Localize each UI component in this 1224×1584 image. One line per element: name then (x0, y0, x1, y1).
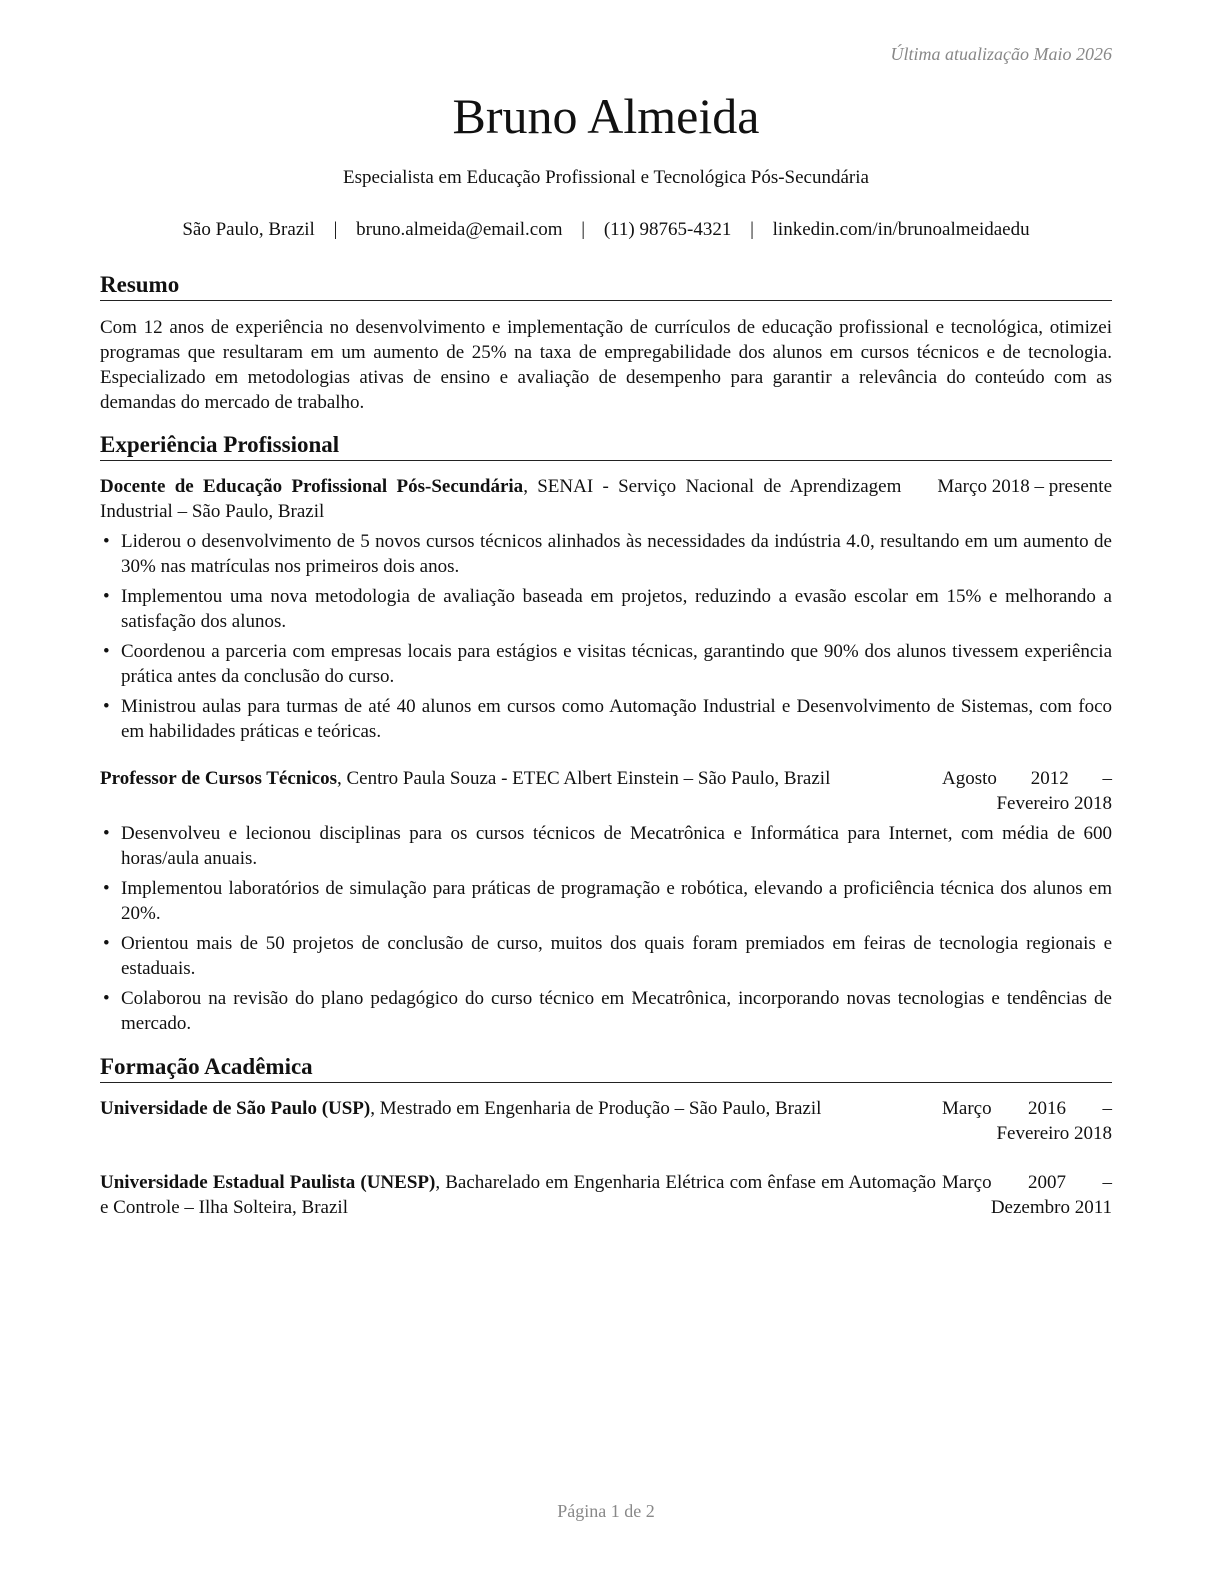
contact-linkedin[interactable]: linkedin.com/in/brunoalmeidaedu (772, 219, 1030, 240)
job-bullets (100, 821, 1112, 1036)
bullet-icon: • (103, 641, 110, 662)
job-role: Docente de Educação Profissional Pós-Secundária (100, 476, 524, 497)
job-title-line (100, 474, 901, 524)
bullet-text: Liderou o desenvolvimento de 5 novos cursos técnicos alinhados às necessidades da indústria 4.0, resultando em um aumento de 30% nas matrículas nos primeiros dois anos. (121, 531, 1112, 577)
education-dates: Março 2007 – Dezembro 2011 (942, 1172, 1112, 1218)
job-entry (100, 766, 1112, 1041)
education-header (100, 1170, 1112, 1220)
contact-separator: | (581, 219, 586, 240)
last-updated: Última atualização Maio 2026 (890, 44, 1112, 64)
resume-page (100, 0, 1112, 1584)
job-org: , Centro Paula Souza - ETEC Albert Einstein – São Paulo, Brazil (336, 768, 831, 789)
bullet-icon: • (103, 988, 110, 1009)
contact-separator: | (333, 219, 338, 240)
summary-text: Com 12 anos de experiência no desenvolvimento e implementação de currículos de educação profissional e tecnológica, otimizei programas que resultaram em um aumento de 25% na taxa de empregabilidade dos alunos em cursos técnicos e de tecnologia. Especializado em metodologias ativas de ensino e avaliação de desempenho para garantir a relevância do conteúdo com as demandas do mercado de trabalho. (100, 317, 1112, 413)
job-entry (100, 474, 1112, 749)
job-title-line (100, 766, 936, 816)
bullet-icon: • (103, 586, 110, 607)
education-header (100, 1096, 1112, 1146)
section-title-experience: Experiência Profissional (100, 431, 1112, 461)
education-line (100, 1096, 936, 1146)
education-entry (100, 1096, 1112, 1146)
contact-email[interactable]: bruno.almeida@email.com (356, 219, 563, 240)
bullet-icon: • (103, 531, 110, 552)
list-item (100, 876, 1112, 926)
education-detail: , Mestrado em Engenharia de Produção – São Paulo, Brazil (370, 1098, 822, 1119)
section-title-summary: Resumo (100, 271, 1112, 301)
list-item (100, 821, 1112, 871)
job-dates: Agosto 2012 – Fevereiro 2018 (942, 768, 1112, 814)
job-role: Professor de Cursos Técnicos (100, 768, 337, 789)
job-header (100, 474, 1112, 524)
education-dates: Março 2016 – Fevereiro 2018 (942, 1098, 1112, 1144)
contact-location: São Paulo, Brazil (182, 219, 315, 240)
bullet-icon: • (103, 823, 110, 844)
bullet-text: Desenvolveu e lecionou disciplinas para os cursos técnicos de Mecatrônica e Informática para Internet, com média de 600 horas/aula anuais. (121, 823, 1112, 869)
education-detail: , Bacharelado em Engenharia Elétrica com ênfase em Automação e Controle – Ilha Solteira, Brazil (100, 1172, 936, 1218)
tagline: Especialista em Educação Profissional e Tecnológica Pós-Secundária (343, 167, 869, 188)
job-bullets (100, 529, 1112, 744)
list-item (100, 584, 1112, 634)
contact-line (100, 219, 1112, 241)
bullet-icon: • (103, 878, 110, 899)
list-item (100, 694, 1112, 744)
job-org: , SENAI - Serviço Nacional de Aprendizagem Industrial – São Paulo, Brazil (100, 476, 902, 522)
list-item (100, 931, 1112, 981)
page-number: Página 1 de 2 (557, 1501, 655, 1521)
contact-separator: | (750, 219, 754, 240)
bullet-text: Coordenou a parceria com empresas locais para estágios e visitas técnicas, garantindo que 90% dos alunos tivessem experiência prática antes da conclusão do curso. (121, 641, 1112, 687)
bullet-text: Colaborou na revisão do plano pedagógico do curso técnico em Mecatrônica, incorporando novas tecnologias e tendências de mercado. (121, 988, 1112, 1034)
bullet-icon: • (103, 933, 110, 954)
education-entry (100, 1170, 1112, 1220)
section-title-education: Formação Acadêmica (100, 1053, 1112, 1083)
contact-phone[interactable]: (11) 98765-4321 (603, 219, 732, 240)
bullet-icon: • (103, 696, 110, 717)
bullet-text: Implementou laboratórios de simulação para práticas de programação e robótica, elevando a proficiência técnica dos alunos em 20%. (121, 878, 1112, 924)
job-dates: Março 2018 – presente (937, 476, 1112, 497)
candidate-name: Bruno Almeida (452, 88, 760, 144)
list-item (100, 639, 1112, 689)
education-school: Universidade de São Paulo (USP) (100, 1098, 371, 1119)
education-line (100, 1170, 936, 1220)
bullet-text: Orientou mais de 50 projetos de conclusão de curso, muitos dos quais foram premiados em feiras de tecnologia regionais e estaduais. (121, 933, 1112, 979)
education-school: Universidade Estadual Paulista (UNESP) (100, 1172, 436, 1193)
list-item (100, 986, 1112, 1036)
job-header (100, 766, 1112, 816)
bullet-text: Implementou uma nova metodologia de avaliação baseada em projetos, reduzindo a evasão escolar em 15% e melhorando a satisfação dos alunos. (121, 586, 1112, 632)
list-item (100, 529, 1112, 579)
bullet-text: Ministrou aulas para turmas de até 40 alunos em cursos como Automação Industrial e Desenvolvimento de Sistemas, com foco em habilidades práticas e teóricas. (121, 696, 1112, 742)
